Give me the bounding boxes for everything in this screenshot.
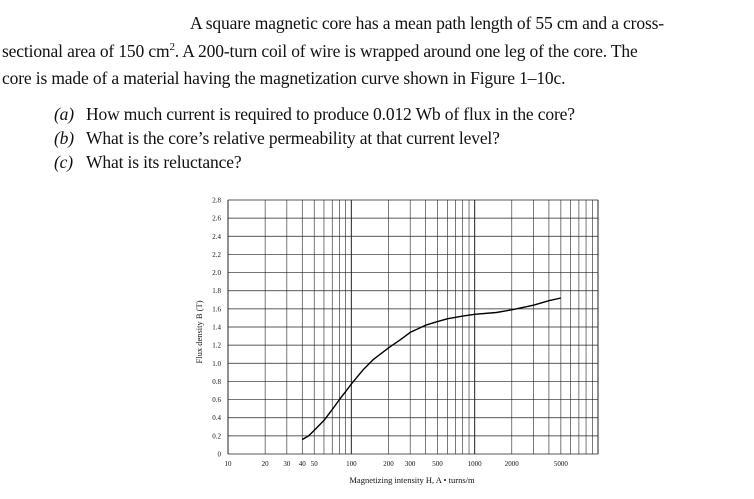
question-a-label: (a)	[54, 104, 74, 124]
x-tick-label: 50	[310, 460, 318, 468]
y-tick-label: 0.6	[212, 396, 221, 405]
question-a-text: How much current is required to produce 0.012 Wb of flux in the core?	[86, 104, 575, 124]
question-a	[54, 103, 575, 125]
y-tick-label: 1.4	[212, 323, 221, 332]
grid	[228, 200, 598, 454]
y-tick-label: 2.6	[212, 214, 221, 223]
question-b-label: (b)	[54, 128, 74, 148]
x-axis-label: Magnetizing intensity H, A • turns/m	[349, 475, 475, 485]
x-tick-label: 500	[432, 460, 443, 468]
y-tick-label: 0.8	[212, 377, 221, 386]
x-tick-label: 100	[346, 460, 357, 468]
area-unit-exponent: 2	[169, 41, 175, 54]
y-tick-label: 2.4	[212, 232, 221, 241]
problem-line-2-end: . A 200-turn coil of wire is wrapped around one leg of the core. The	[174, 41, 638, 61]
y-tick-label: 0.2	[212, 432, 221, 441]
curve-layer	[302, 298, 561, 440]
problem-line-3: core is made of a material having the magnetization curve shown in Figure 1–10c.	[2, 68, 566, 88]
magnetization-curve-figure	[192, 192, 612, 492]
question-b-text: What is the core’s relative permeability at that current level?	[86, 128, 500, 148]
x-tick-label: 30	[283, 460, 291, 468]
x-tick-label: 2000	[504, 460, 519, 468]
x-tick-label: 200	[383, 460, 394, 468]
magnetization-curve-line	[302, 298, 561, 440]
y-tick-label: 0	[217, 450, 221, 459]
y-tick-label: 2.8	[212, 196, 221, 205]
x-tick-label: 300	[404, 460, 416, 468]
x-tick-label: 40	[298, 460, 306, 468]
problem-line-1: A square magnetic core has a mean path length of 55 cm and a cross-	[190, 13, 664, 33]
x-tick-label: 20	[261, 460, 269, 468]
problem-line-2-start: sectional area of 150 cm	[2, 41, 170, 61]
magnetization-curve-chart	[192, 192, 612, 492]
y-tick-label: 1.6	[212, 305, 221, 314]
y-tick-label: 1.8	[212, 287, 221, 296]
x-tick-label: 1000	[467, 460, 482, 468]
y-tick-label: 2.0	[212, 269, 221, 278]
y-tick-label: 0.4	[212, 414, 221, 423]
y-tick-label: 1.2	[212, 341, 221, 350]
question-c-label: (c)	[54, 152, 73, 172]
y-axis-label: Flux density B (T)	[194, 300, 204, 364]
y-tick-label: 1.0	[212, 359, 221, 368]
question-c	[54, 151, 241, 173]
x-tick-label: 10	[224, 460, 232, 468]
problem-line-2	[2, 40, 638, 62]
question-b	[54, 127, 500, 149]
y-tick-label: 2.2	[212, 250, 221, 259]
tick-labels	[212, 197, 568, 469]
question-c-text: What is its reluctance?	[86, 152, 242, 172]
x-tick-label: 5000	[553, 460, 568, 468]
